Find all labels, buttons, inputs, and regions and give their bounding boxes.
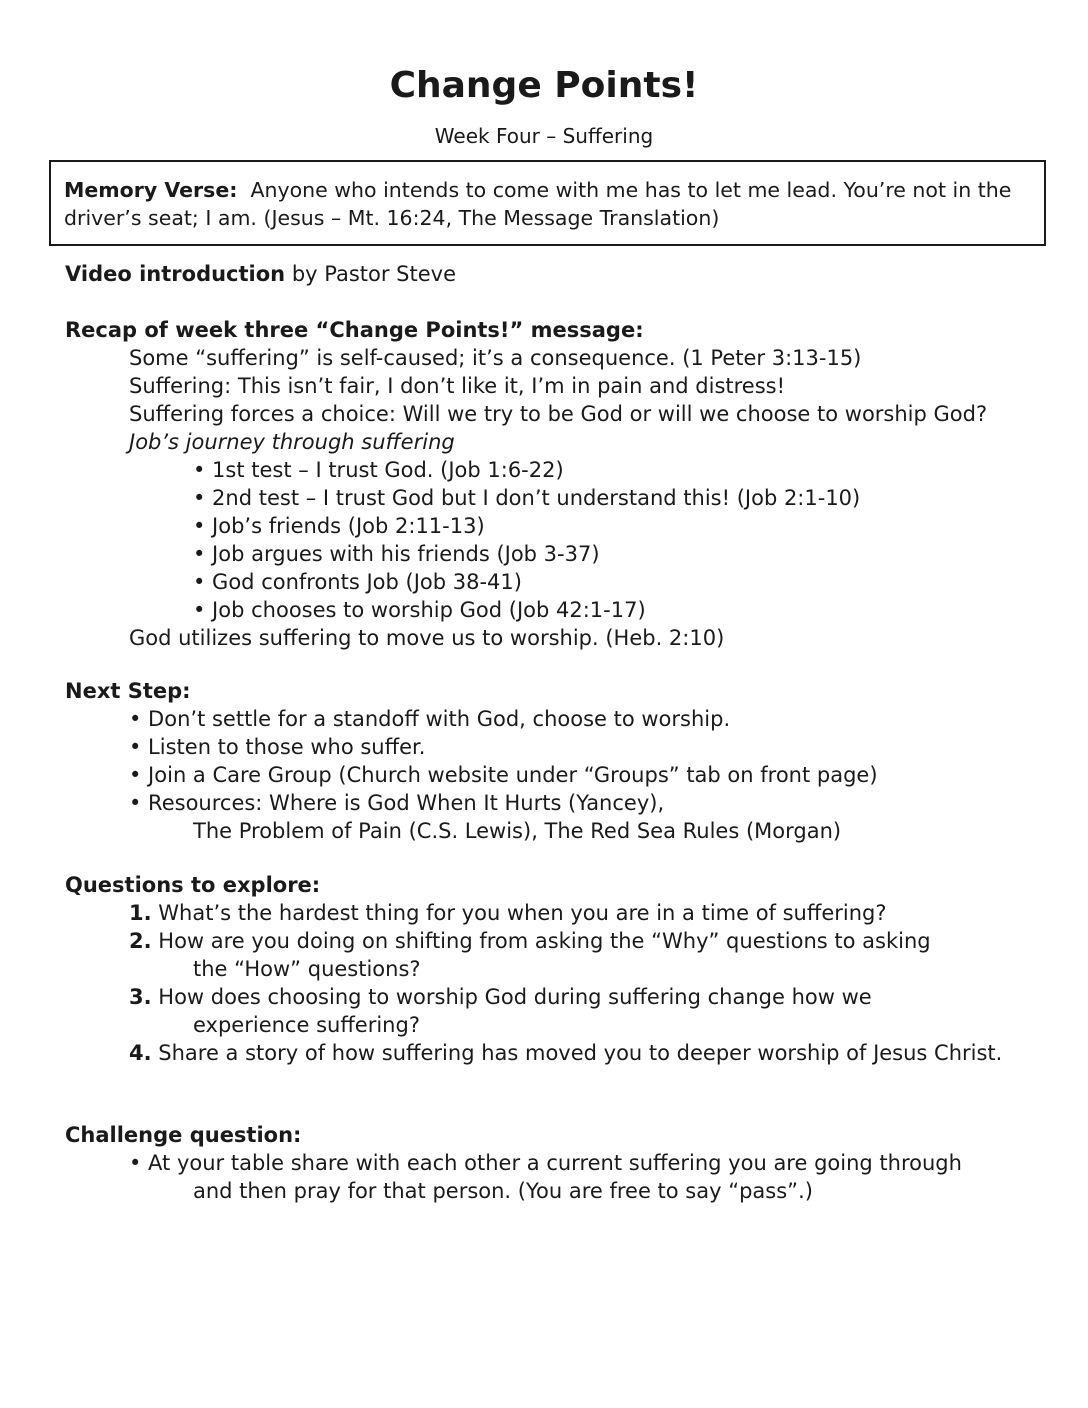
next-step-heading: Next Step: [65,679,191,703]
question-number: 4. [129,1041,152,1065]
question-item [65,1039,1055,1067]
next-step-item: • Listen to those who suffer. [129,735,426,759]
next-step-resources-continued: The Problem of Pain (C.S. Lewis), The Red Sea Rules (Morgan) [193,819,842,843]
memory-verse-text: Anyone who intends to come with me has to let me lead. You’re not in the [250,178,1012,202]
page-title: Change Points! [389,65,699,106]
recap-line: Some “suffering” is self-caused; it’s a consequence. (1 Peter 3:13-15) [129,346,862,370]
next-step-section [65,677,1055,845]
memory-verse-box [49,160,1046,246]
journey-item: • Job’s friends (Job 2:11-13) [193,514,485,538]
recap-line: Suffering: This isn’t fair, I don’t like it, I’m in pain and distress! [129,374,786,398]
question-item [65,899,1055,927]
question-continued: experience suffering? [193,1013,420,1037]
page-subtitle: Week Four – Suffering [434,124,654,148]
question-text: What’s the hardest thing for you when you are in a time of suffering? [158,901,887,925]
memory-verse-line-1 [64,177,1036,205]
question-number: 3. [129,985,152,1009]
journey-item: • God confronts Job (Job 38-41) [193,570,522,594]
journey-item: • Job chooses to worship God (Job 42:1-17) [193,598,646,622]
question-text: How does choosing to worship God during suffering change how we [158,985,872,1009]
video-text: by Pastor Steve [291,262,456,286]
question-item [65,927,1055,955]
journey-item: • 2nd test – I trust God but I don’t understand this! (Job 2:1-10) [193,486,861,510]
challenge-section [65,1121,1055,1205]
question-continued: the “How” questions? [193,957,421,981]
question-item [65,983,1055,1011]
questions-section [65,871,1055,1067]
journey-item: • 1st test – I trust God. (Job 1:6-22) [193,458,564,482]
memory-verse-text-2: driver’s seat; I am. (Jesus – Mt. 16:24, The Message Translation) [64,206,720,230]
video-introduction [65,260,1055,288]
question-text: How are you doing on shifting from asking the “Why” questions to asking [158,929,931,953]
journey-item: • Job argues with his friends (Job 3-37) [193,542,600,566]
recap-heading: Recap of week three “Change Points!” message: [65,318,644,342]
next-step-item: • Join a Care Group (Church website under “Groups” tab on front page) [129,763,878,787]
questions-heading: Questions to explore: [65,873,321,897]
question-text: Share a story of how suffering has moved you to deeper worship of Jesus Christ. [158,1041,1003,1065]
next-step-item: • Don’t settle for a standoff with God, choose to worship. [129,707,731,731]
question-number: 1. [129,901,152,925]
recap-line: Suffering forces a choice: Will we try to be God or will we choose to worship God? [129,402,988,426]
recap-closing: God utilizes suffering to move us to worship. (Heb. 2:10) [129,626,725,650]
challenge-text: • At your table share with each other a current suffering you are going through [129,1151,962,1175]
recap-section [65,316,1055,652]
video-label: Video introduction [65,262,286,286]
next-step-item: • Resources: Where is God When It Hurts (Yancey), [129,791,665,815]
memory-verse-label: Memory Verse: [64,178,238,202]
challenge-heading: Challenge question: [65,1123,302,1147]
journey-title: Job’s journey through suffering [129,430,455,454]
challenge-continued: and then pray for that person. (You are free to say “pass”.) [193,1179,813,1203]
question-number: 2. [129,929,152,953]
